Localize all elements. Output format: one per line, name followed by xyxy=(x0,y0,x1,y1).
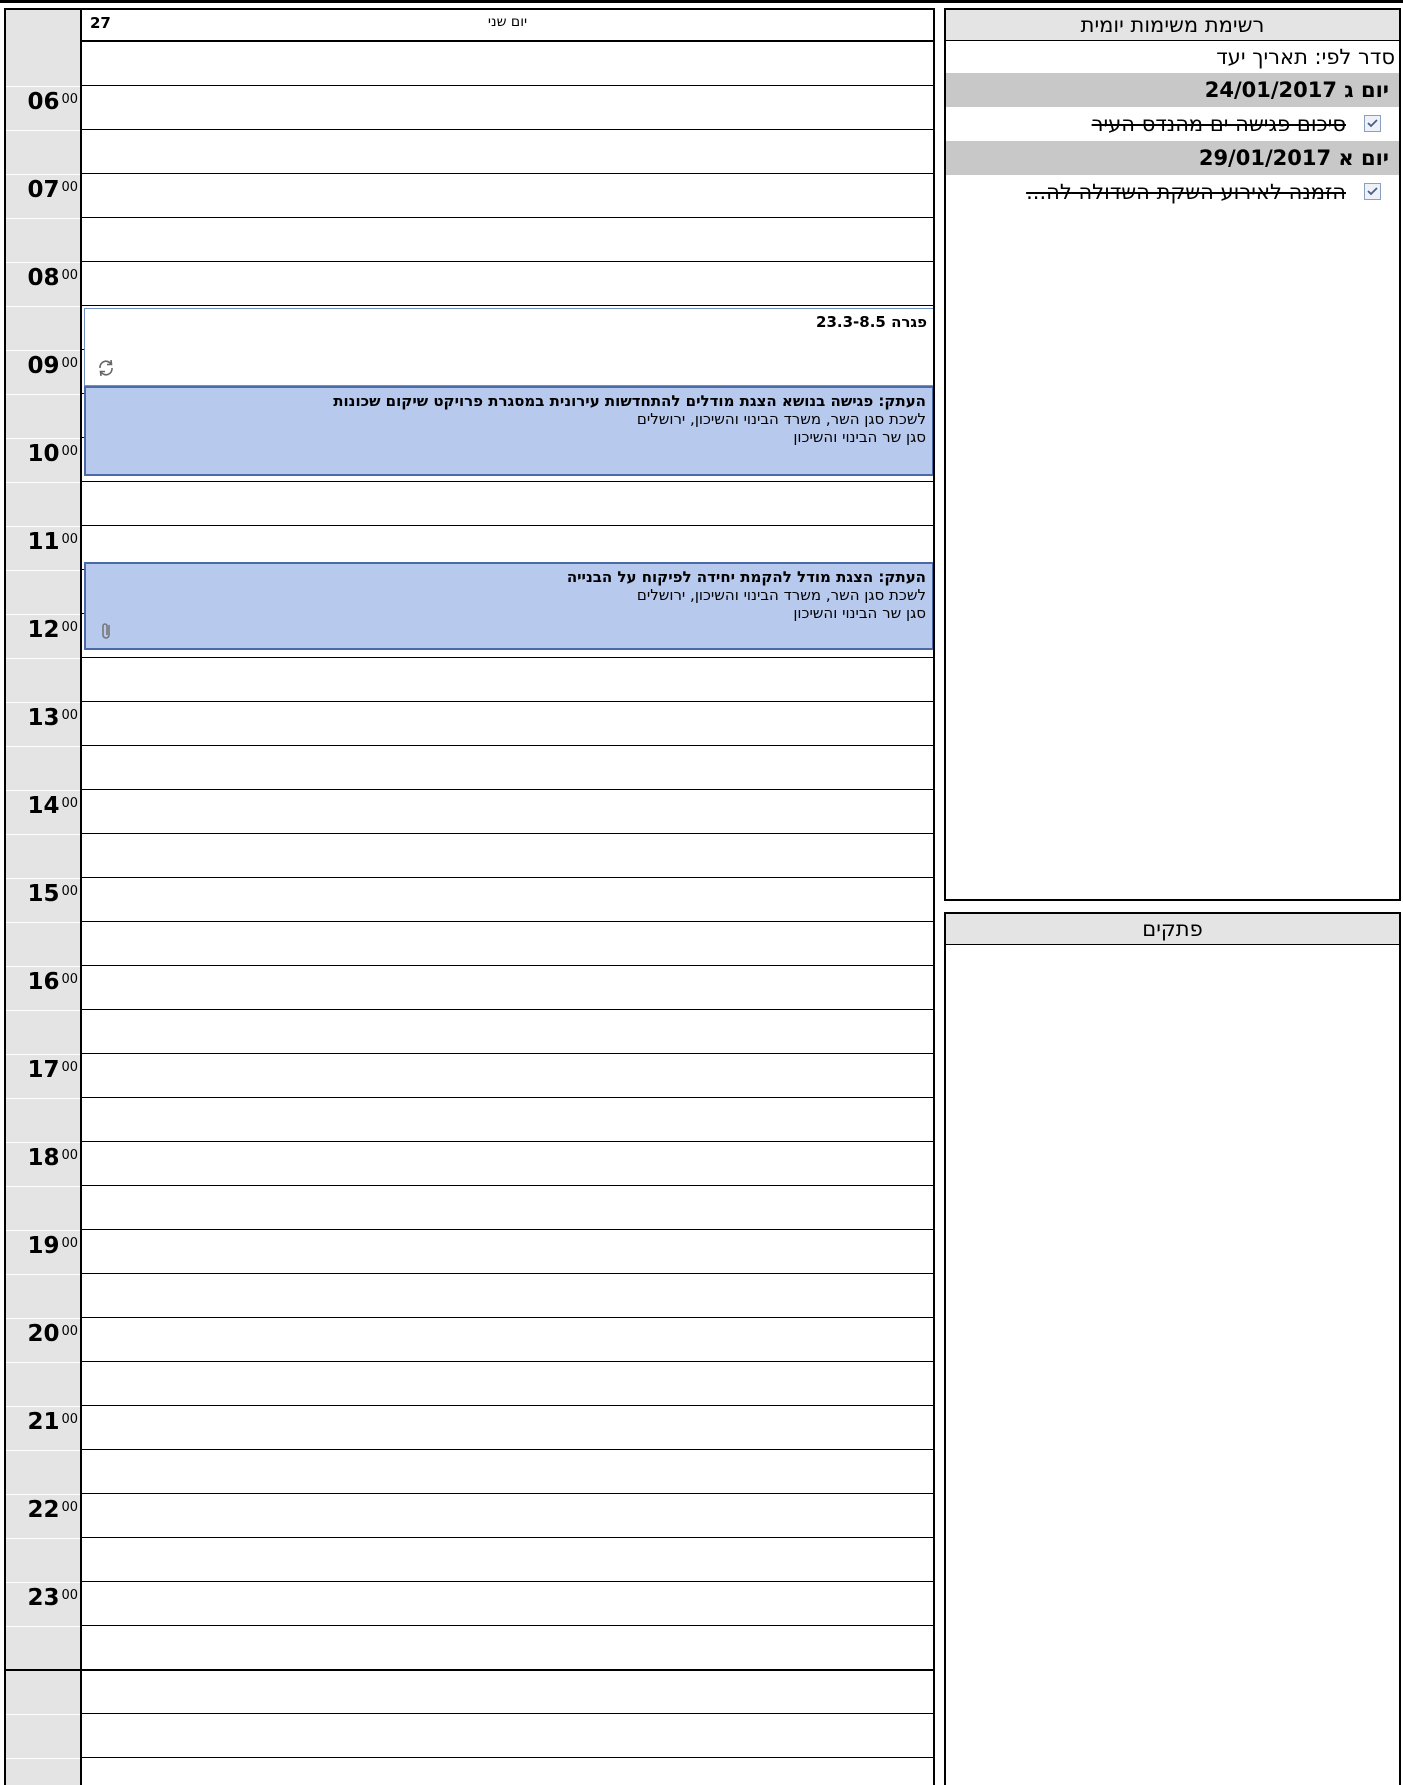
time-slot[interactable] xyxy=(82,1494,933,1538)
recurring-icon xyxy=(95,357,117,379)
hour-label: 12 $^{00}$ xyxy=(27,617,78,643)
task-list-title: רשימת משימות יומית xyxy=(946,10,1399,41)
hour-label: 19 $^{00}$ xyxy=(27,1233,78,1259)
time-slot[interactable] xyxy=(82,1450,933,1494)
time-slot[interactable] xyxy=(82,1142,933,1186)
time-slot[interactable] xyxy=(82,1230,933,1274)
event-title: פגרה 23.3-8.5 xyxy=(816,313,927,331)
event-location: לשכת סגן השר, משרד הבינוי והשיכון, ירושלים xyxy=(636,586,926,604)
time-slot[interactable] xyxy=(82,1098,933,1142)
time-slot[interactable] xyxy=(82,1582,933,1626)
task-text: הזמנה לאירוע השקת השדולה לה... xyxy=(1026,180,1346,204)
event-organizer: סגן שר הבינוי והשיכון xyxy=(793,428,926,446)
time-slot[interactable] xyxy=(82,966,933,1010)
time-slot[interactable] xyxy=(82,1758,933,1785)
time-slot[interactable] xyxy=(82,1010,933,1054)
task-item[interactable] xyxy=(946,107,1399,141)
hour-label: 10 $^{00}$ xyxy=(27,441,78,467)
day-number: 27 xyxy=(90,14,111,32)
hour-label: 09 $^{00}$ xyxy=(27,353,78,379)
event-location: לשכת סגן השר, משרד הבינוי והשיכון, ירושלים xyxy=(636,410,926,428)
top-border xyxy=(0,0,1403,3)
time-slot[interactable] xyxy=(82,262,933,306)
sort-by-label[interactable]: סדר לפי: תאריך יעד xyxy=(1216,45,1395,69)
time-slot[interactable] xyxy=(82,174,933,218)
time-slot[interactable] xyxy=(82,1714,933,1758)
event-recurring[interactable] xyxy=(84,308,934,386)
hour-label: 16 $^{00}$ xyxy=(27,969,78,995)
day-name: יום שני xyxy=(487,14,528,30)
hour-label: 21 $^{00}$ xyxy=(27,1409,78,1435)
hour-label: 13 $^{00}$ xyxy=(27,705,78,731)
attachment-icon xyxy=(96,620,118,642)
time-slot[interactable] xyxy=(82,1670,933,1714)
task-text: סיכום פגישה ים מהנדס העיר xyxy=(1091,112,1346,136)
hour-label: 18 $^{00}$ xyxy=(27,1145,78,1171)
hour-label: 06 $^{00}$ xyxy=(27,89,78,115)
event-urban-renewal-meeting[interactable] xyxy=(84,386,934,476)
hour-label: 17 $^{00}$ xyxy=(27,1057,78,1083)
task-group-header: יום ג 24/01/2017 xyxy=(946,73,1399,107)
time-slot[interactable] xyxy=(82,834,933,878)
time-slot[interactable] xyxy=(82,1186,933,1230)
day-header[interactable] xyxy=(82,10,933,42)
time-slot[interactable] xyxy=(82,482,933,526)
time-slot[interactable] xyxy=(82,1626,933,1670)
hour-label: 23 $^{00}$ xyxy=(27,1585,78,1611)
event-organizer: סגן שר הבינוי והשיכון xyxy=(793,604,926,622)
checked-checkbox-icon[interactable] xyxy=(1364,115,1381,132)
hour-label: 08 $^{00}$ xyxy=(27,265,78,291)
time-slot[interactable] xyxy=(82,86,933,130)
time-slot[interactable] xyxy=(82,42,933,86)
end-of-day-divider xyxy=(6,1669,933,1671)
time-slot[interactable] xyxy=(82,790,933,834)
time-slot[interactable] xyxy=(82,218,933,262)
time-slot[interactable] xyxy=(82,1274,933,1318)
time-slot[interactable] xyxy=(82,1054,933,1098)
time-slot[interactable] xyxy=(82,922,933,966)
time-slots xyxy=(82,42,933,1785)
time-slot[interactable] xyxy=(82,702,933,746)
daily-task-list xyxy=(944,8,1401,901)
time-slot[interactable] xyxy=(82,1538,933,1582)
time-slot[interactable] xyxy=(82,1318,933,1362)
hour-label: 22 $^{00}$ xyxy=(27,1497,78,1523)
hour-label: 14 $^{00}$ xyxy=(27,793,78,819)
task-item[interactable] xyxy=(946,175,1399,209)
time-slot[interactable] xyxy=(82,130,933,174)
time-slot[interactable] xyxy=(82,658,933,702)
notes-title: פתקים xyxy=(946,914,1399,945)
hour-label: 11 $^{00}$ xyxy=(27,529,78,555)
time-slot[interactable] xyxy=(82,746,933,790)
event-title: העתק: פגישה בנושא הצגת מודלים להתחדשות עירונית במסגרת פרויקט שיקום שכונות xyxy=(333,392,926,410)
day-calendar xyxy=(4,8,935,1785)
hour-label: 15 $^{00}$ xyxy=(27,881,78,907)
time-slot[interactable] xyxy=(82,878,933,922)
event-title: העתק: הצגת מודל להקמת יחידה לפיקוח על הבנייה xyxy=(566,568,926,586)
hour-label: 20 $^{00}$ xyxy=(27,1321,78,1347)
task-group-header: יום א 29/01/2017 xyxy=(946,141,1399,175)
notes-panel xyxy=(944,912,1401,1785)
time-slot[interactable] xyxy=(82,1406,933,1450)
hour-label: 07 $^{00}$ xyxy=(27,177,78,203)
checked-checkbox-icon[interactable] xyxy=(1364,183,1381,200)
event-construction-supervision[interactable] xyxy=(84,562,934,650)
time-slot[interactable] xyxy=(82,1362,933,1406)
